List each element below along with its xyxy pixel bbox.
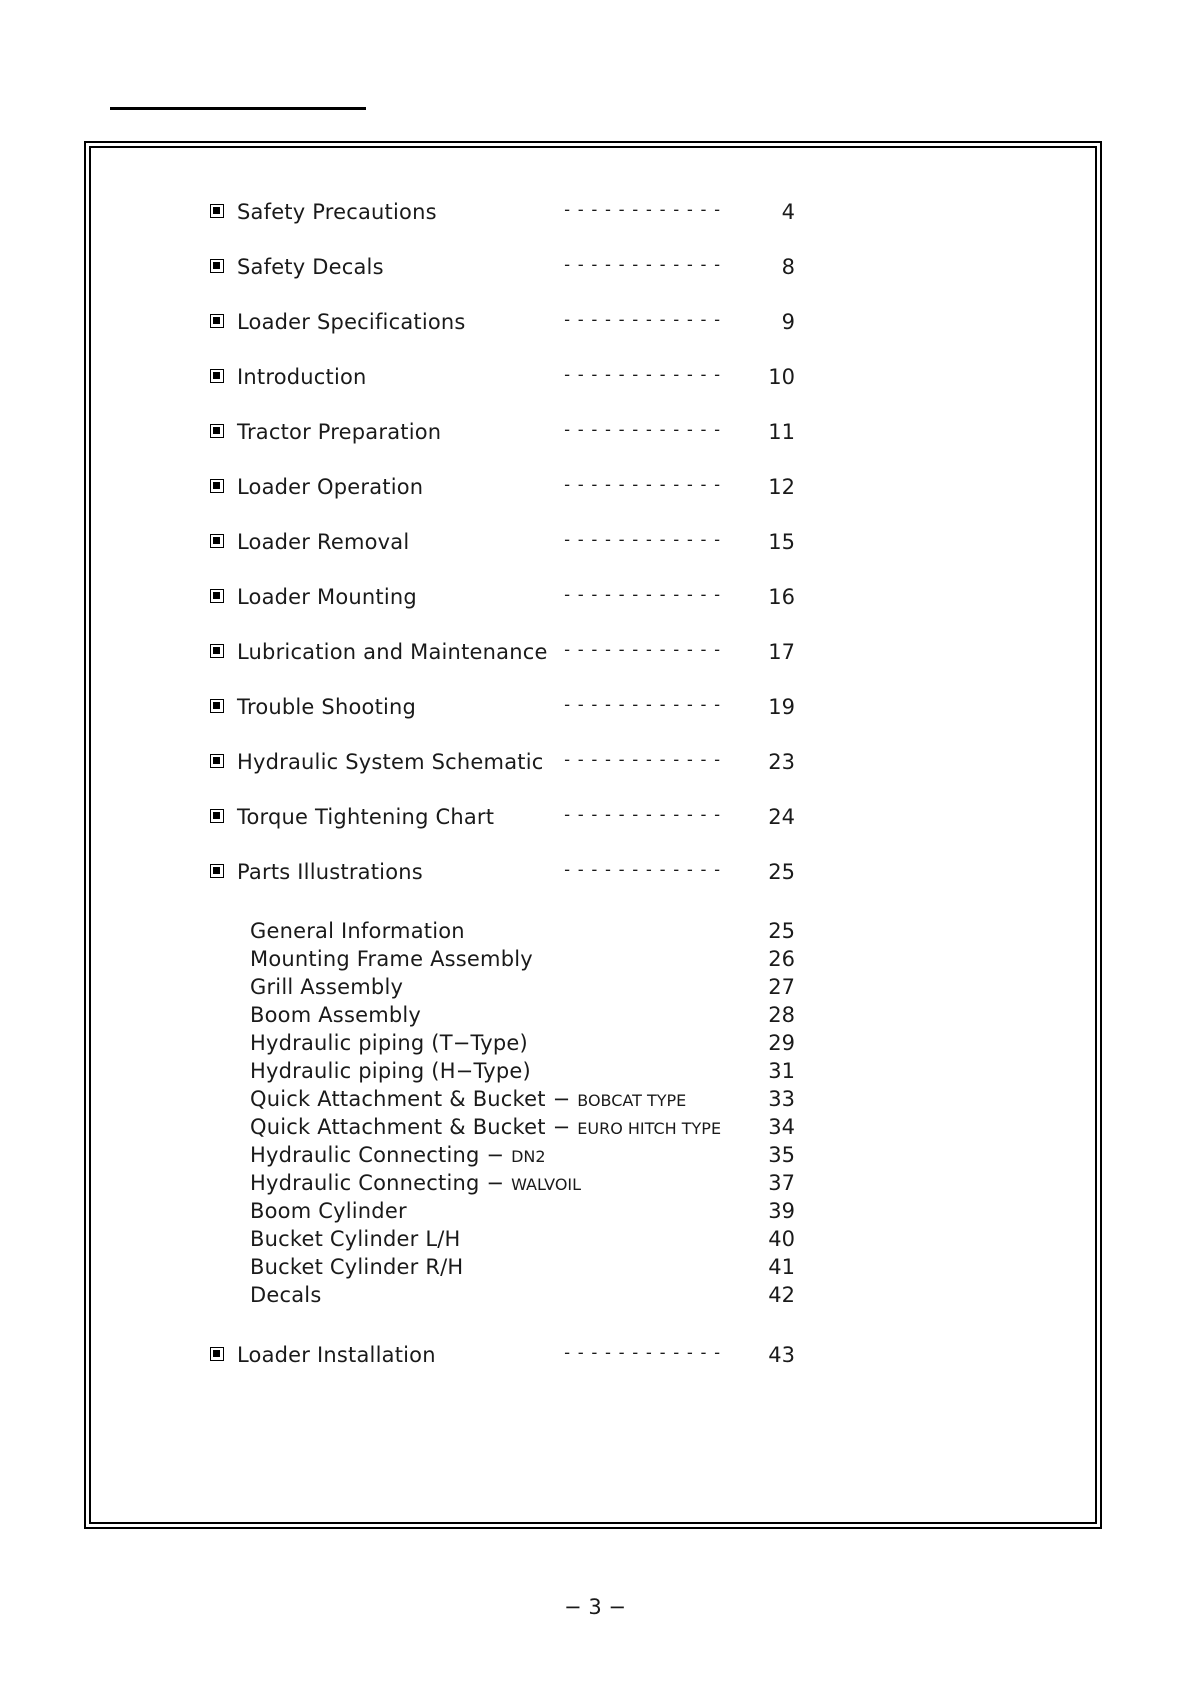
toc-entry-label: Loader Mounting	[237, 585, 417, 609]
checkbox-square-icon	[210, 1347, 224, 1361]
toc-page-number: 26	[768, 947, 795, 971]
toc-page-number: 39	[768, 1199, 795, 1223]
toc-page-number: 4	[781, 200, 795, 224]
toc-entry-label: Loader Operation	[237, 475, 424, 499]
toc-entry-label: Introduction	[237, 365, 367, 389]
toc-page-number: 29	[768, 1031, 795, 1055]
toc-sub-label: Quick Attachment & Bucket − BOBCAT TYPE	[250, 1087, 687, 1111]
toc-entry-label: Loader Removal	[237, 530, 410, 554]
toc-sub-label: Hydraulic Connecting − WALVOIL	[250, 1171, 582, 1195]
toc-page-number: 17	[768, 640, 795, 664]
checkbox-square-icon	[210, 259, 224, 273]
checkbox-square-icon	[210, 424, 224, 438]
checkbox-square-icon	[210, 699, 224, 713]
toc-leader: ------------	[562, 475, 726, 495]
checkbox-square-icon	[210, 479, 224, 493]
title-underline	[110, 107, 366, 110]
toc-sub-label: General Information	[250, 919, 465, 943]
toc-page-number: 25	[768, 919, 795, 943]
toc-entry-label: Trouble Shooting	[237, 695, 417, 719]
toc-page-number: 12	[768, 475, 795, 499]
toc-entry-label: Parts Illustrations	[237, 860, 423, 884]
toc-page-number: 28	[768, 1003, 795, 1027]
checkbox-square-icon	[210, 204, 224, 218]
toc-entry-label: Lubrication and Maintenance	[237, 640, 548, 664]
toc-leader: ------------	[562, 695, 726, 715]
toc-page-number: 31	[768, 1059, 795, 1083]
toc-page-number: 16	[768, 585, 795, 609]
toc-page-number: 40	[768, 1227, 795, 1251]
toc-sub-label: Bucket Cylinder R/H	[250, 1255, 464, 1279]
toc-sub-label: Bucket Cylinder L/H	[250, 1227, 461, 1251]
toc-frame-inner	[89, 146, 1097, 1524]
toc-leader: ------------	[562, 530, 726, 550]
toc-sub-label: Hydraulic piping (H−Type)	[250, 1059, 531, 1083]
toc-leader: ------------	[562, 255, 726, 275]
toc-leader: ------------	[562, 805, 726, 825]
checkbox-square-icon	[210, 864, 224, 878]
checkbox-square-icon	[210, 644, 224, 658]
toc-entry-label: Loader Specifications	[237, 310, 466, 334]
toc-sub-label: Hydraulic Connecting − DN2	[250, 1143, 546, 1167]
toc-page-number: 33	[768, 1087, 795, 1111]
toc-page-number: 23	[768, 750, 795, 774]
toc-page-number: 8	[781, 255, 795, 279]
toc-entry-label: Torque Tightening Chart	[237, 805, 495, 829]
toc-entry-label: Safety Precautions	[237, 200, 437, 224]
toc-page-number: 11	[768, 420, 795, 444]
toc-page-number: 41	[768, 1255, 795, 1279]
toc-entry-label: Hydraulic System Schematic	[237, 750, 544, 774]
toc-page-number: 27	[768, 975, 795, 999]
toc-sub-label: Decals	[250, 1283, 322, 1307]
checkbox-square-icon	[210, 369, 224, 383]
page-number-footer: − 3 −	[564, 1595, 626, 1619]
toc-sub-label: Mounting Frame Assembly	[250, 947, 533, 971]
toc-leader: ------------	[562, 365, 726, 385]
toc-page-number: 25	[768, 860, 795, 884]
toc-sub-label: Quick Attachment & Bucket − EURO HITCH TYPE	[250, 1115, 722, 1139]
toc-entry-label: Loader Installation	[237, 1343, 436, 1367]
toc-leader: ------------	[562, 1343, 726, 1363]
checkbox-square-icon	[210, 809, 224, 823]
toc-page-number: 15	[768, 530, 795, 554]
toc-leader: ------------	[562, 310, 726, 330]
toc-sub-label: Grill Assembly	[250, 975, 404, 999]
toc-leader: ------------	[562, 640, 726, 660]
toc-leader: ------------	[562, 860, 726, 880]
toc-entry-label: Tractor Preparation	[237, 420, 442, 444]
toc-page-number: 9	[781, 310, 795, 334]
checkbox-square-icon	[210, 314, 224, 328]
toc-sub-label: Boom Assembly	[250, 1003, 422, 1027]
toc-leader: ------------	[562, 420, 726, 440]
checkbox-square-icon	[210, 589, 224, 603]
toc-leader: ------------	[562, 750, 726, 770]
toc-sub-label: Boom Cylinder	[250, 1199, 407, 1223]
toc-page-number: 42	[768, 1283, 795, 1307]
toc-sub-label: Hydraulic piping (T−Type)	[250, 1031, 528, 1055]
toc-page-number: 24	[768, 805, 795, 829]
toc-page-number: 10	[768, 365, 795, 389]
toc-page-number: 35	[768, 1143, 795, 1167]
toc-page-number: 37	[768, 1171, 795, 1195]
checkbox-square-icon	[210, 754, 224, 768]
toc-page-number: 43	[768, 1343, 795, 1367]
toc-page-number: 34	[768, 1115, 795, 1139]
toc-leader: ------------	[562, 200, 726, 220]
toc-leader: ------------	[562, 585, 726, 605]
toc-page-number: 19	[768, 695, 795, 719]
checkbox-square-icon	[210, 534, 224, 548]
toc-entry-label: Safety Decals	[237, 255, 384, 279]
